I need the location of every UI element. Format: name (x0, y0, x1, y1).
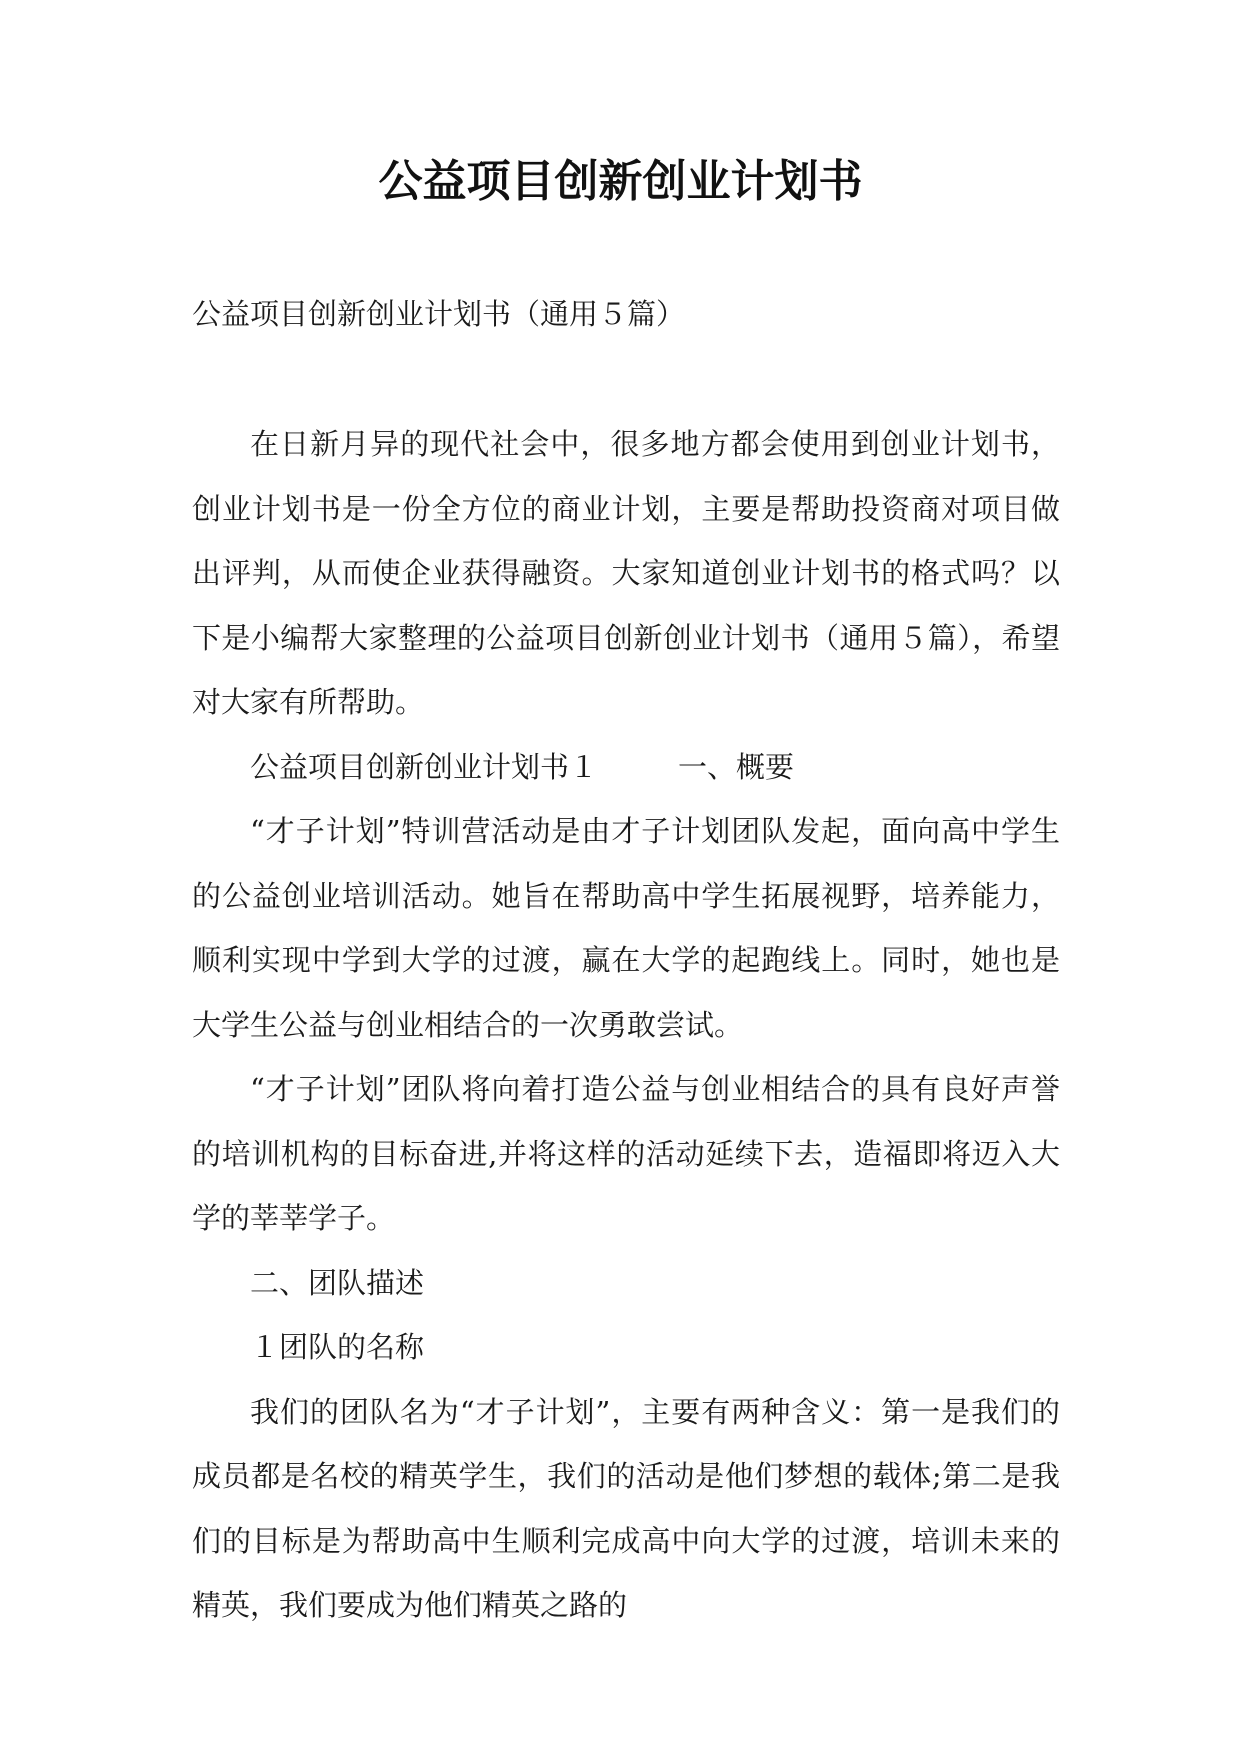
document-title: 公益项目创新创业计划书 (378, 156, 863, 207)
intro-paragraph: 在日新月异的现代社会中，很多地方都会使用到创业计划书，创业计划书是一份全方位的商业计划，主要是帮助投资商对项目做出评判，从而使企业获得融资。大家知道创业计划书的格式吗？以下是小编帮大家整理的公益项目创新创业计划书（通用５篇），希望对大家有所帮助。 (192, 427, 1060, 719)
team-heading: 二、团队描述 (250, 1265, 425, 1300)
section-heading-line (192, 735, 1060, 800)
section-heading: 公益项目创新创业计划书１ (250, 749, 599, 784)
document-body (192, 412, 1060, 1638)
team-name-paragraph: 我们的团队名为“才子计划”，主要有两种含义：第一是我们的成员都是名校的精英学生，我们的活动是他们梦想的载体;第二是我们的目标是为帮助高中生顺利完成高中向大学的过渡，培训未来的精英，我们要成为他们精英之路的 (192, 1394, 1060, 1622)
overview-heading: 一、概要 (678, 749, 795, 784)
team-name-heading: １团队的名称 (250, 1330, 425, 1364)
document-subtitle: 公益项目创新创业计划书（通用５篇） (192, 297, 686, 331)
overview-paragraph-1: “才子计划”特训营活动是由才子计划团队发起，面向高中学生的公益创业培训活动。她旨在帮助高中学生拓展视野，培养能力，顺利实现中学到大学的过渡，赢在大学的起跑线上。同时，她也是大学生公益与创业相结合的一次勇敢尝试。 (192, 814, 1060, 1042)
overview-paragraph-2: “才子计划”团队将向着打造公益与创业相结合的具有良好声誉的培训机构的目标奋进,并将这样的活动延续下去，造福即将迈入大学的莘莘学子。 (192, 1072, 1060, 1235)
